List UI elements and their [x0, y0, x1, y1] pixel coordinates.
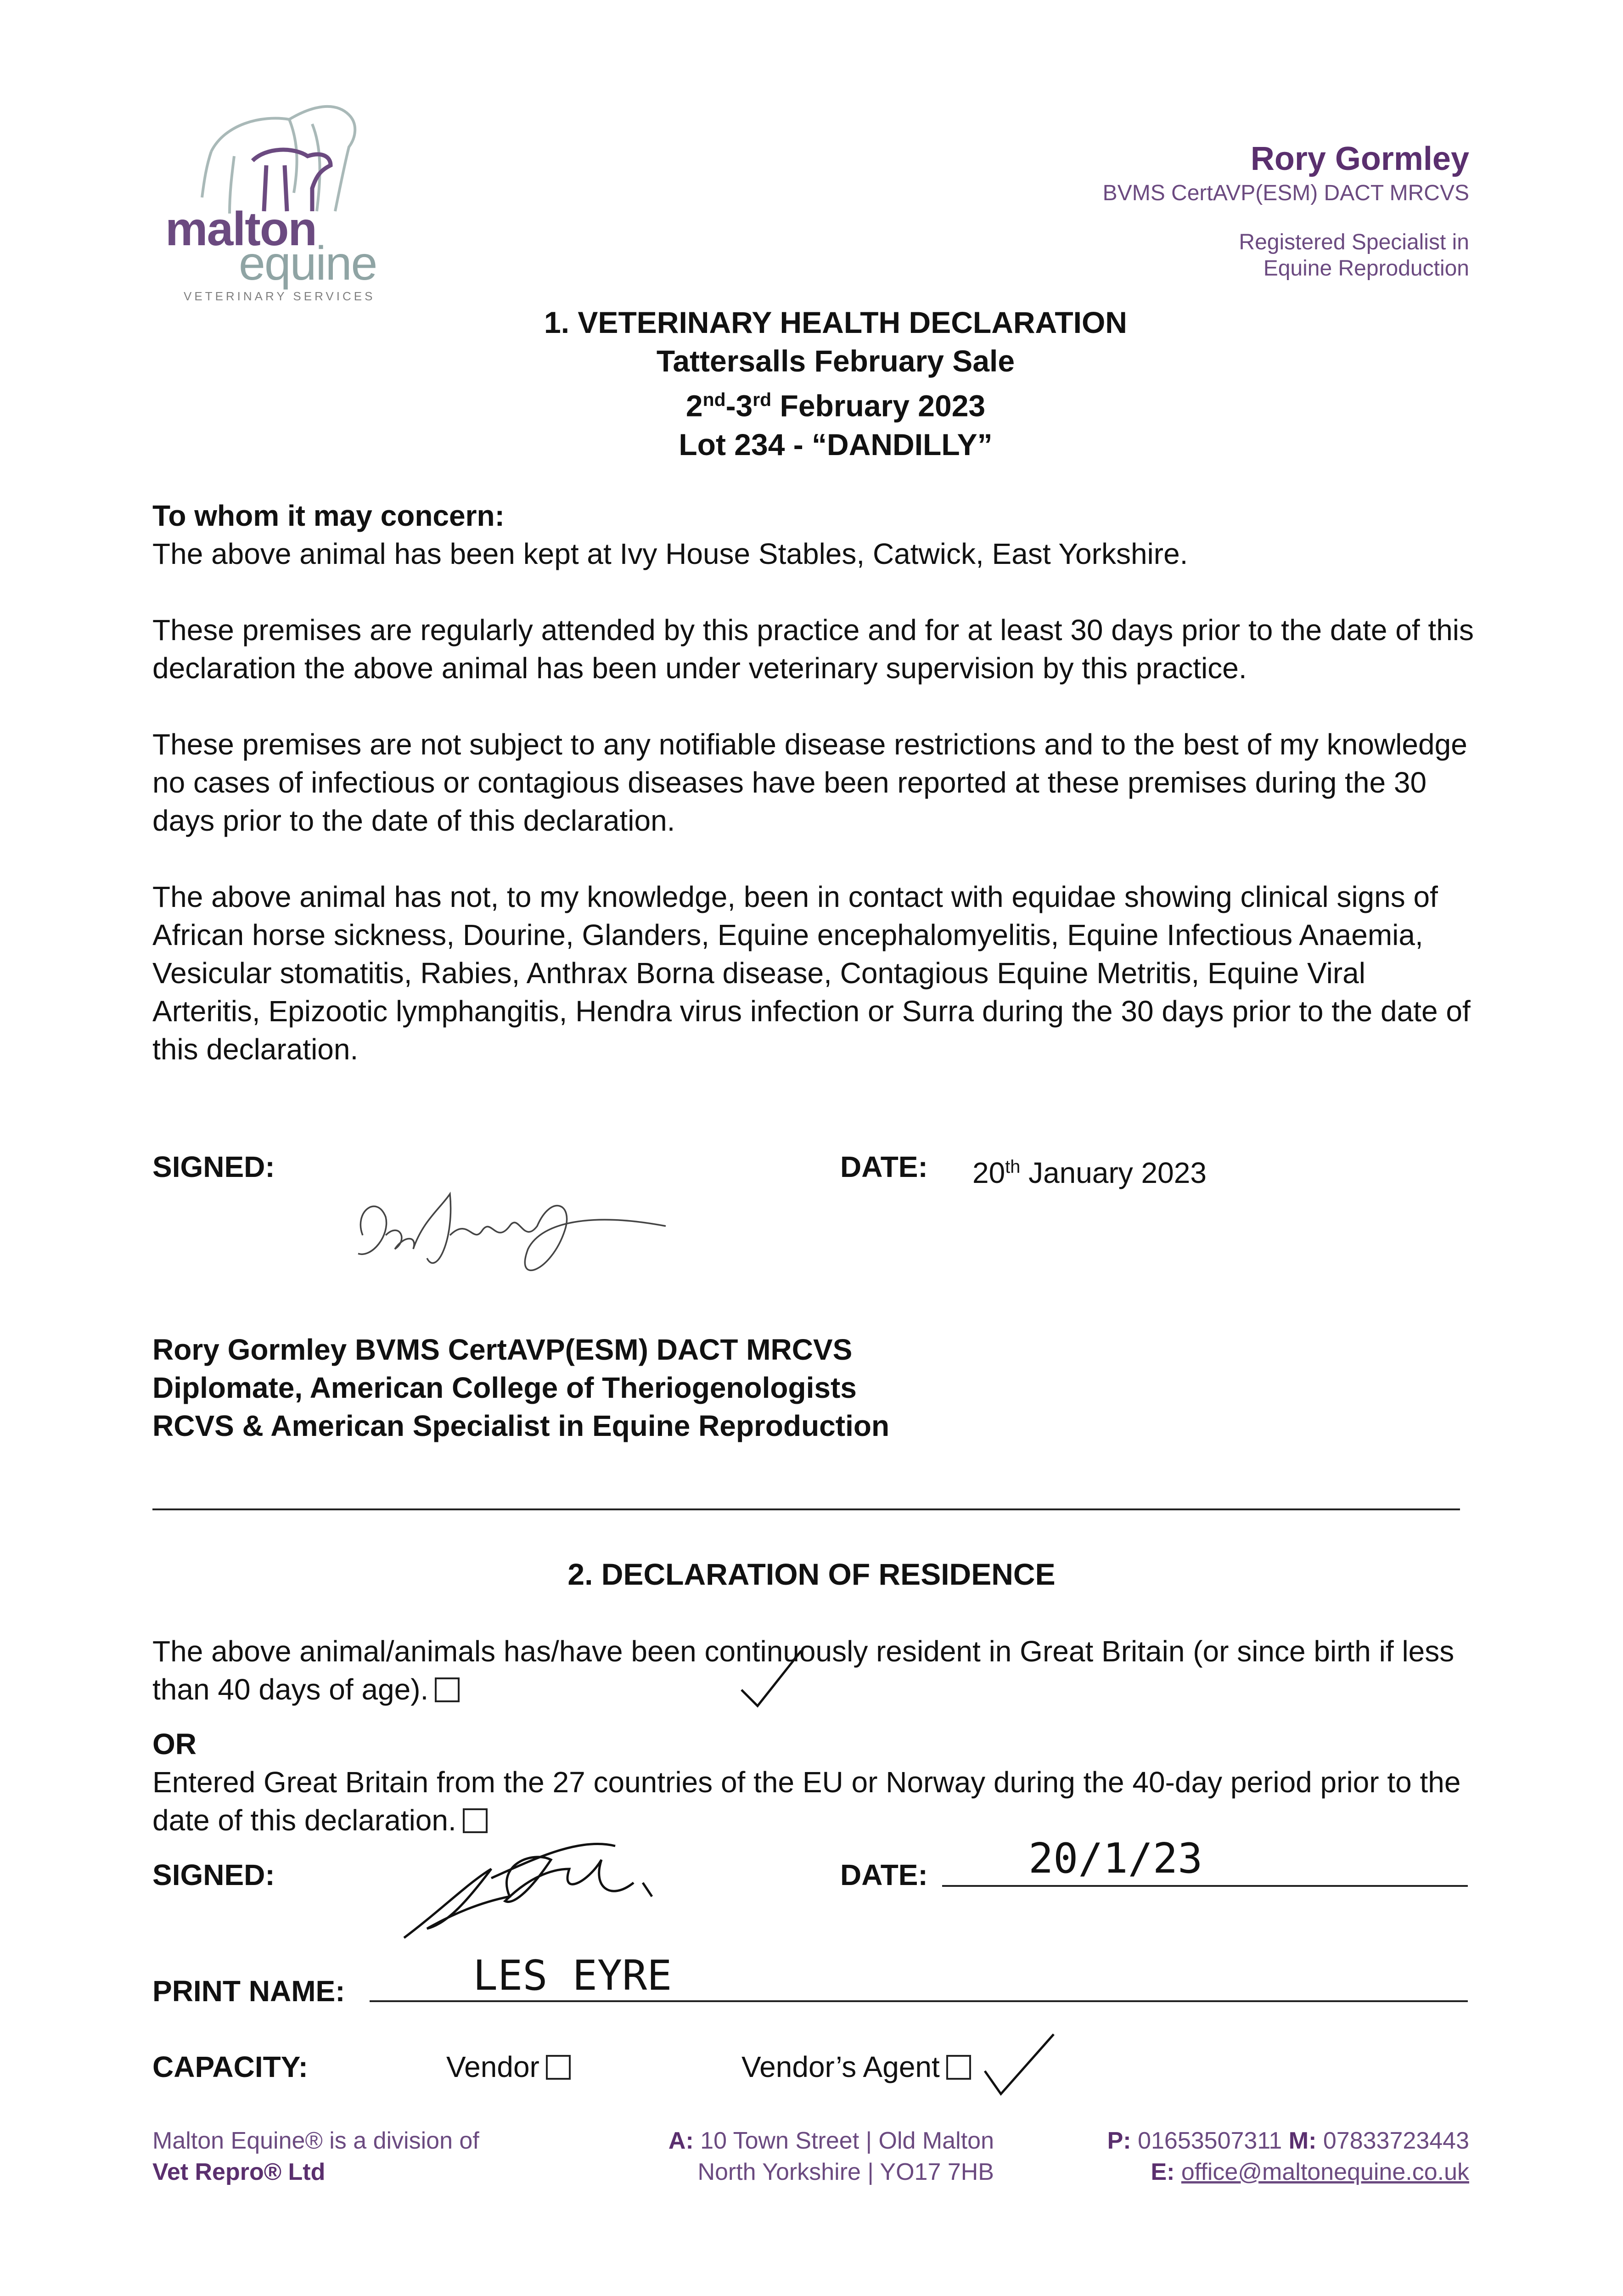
logo-subtitle: VETERINARY SERVICES	[184, 289, 376, 303]
print-name-label: PRINT NAME:	[152, 1975, 345, 2008]
vet-name: Rory Gormley	[1250, 141, 1469, 177]
vet-signature-icon	[335, 1166, 684, 1295]
logo	[165, 96, 404, 308]
footer-company	[152, 2125, 479, 2188]
paragraph-restrictions: These premises are not subject to any notifiable disease restrictions and to the best of my knowledge no cases of infectious or contagious diseases have been reported at these premises during the 30 days prior to the date of this declaration.	[152, 728, 1467, 837]
section2-date-value[interactable]: 20/1/23	[1028, 1835, 1203, 1883]
section1-date-label: DATE:	[840, 1150, 928, 1183]
date-underline	[942, 1885, 1468, 1887]
vendor-agent-check-icon	[978, 2030, 1056, 2099]
section1-signed-label: SIGNED:	[152, 1150, 275, 1183]
footer-company-line1: Malton Equine® is a division of	[152, 2127, 479, 2154]
paragraph-premises: The above animal has been kept at Ivy House Stables, Catwick, East Yorkshire.	[152, 537, 1188, 570]
section-divider	[152, 1508, 1460, 1510]
footer-email: E: office@maltonequine.co.uk	[1151, 2159, 1469, 2185]
section2-signed-label: SIGNED:	[152, 1858, 275, 1891]
section1-title-block	[0, 303, 1623, 464]
vet-credentials: BVMS CertAVP(ESM) DACT MRCVS	[1102, 181, 1469, 205]
sig-line-name: Rory Gormley BVMS CertAVP(ESM) DACT MRCVS	[152, 1333, 853, 1366]
capacity-label: CAPACITY:	[152, 2050, 308, 2083]
or-label: OR	[152, 1728, 197, 1761]
lot-title: Lot 234 - “DANDILLY”	[679, 427, 993, 461]
paragraph-supervision: These premises are regularly attended by this practice and for at least 30 days prior to the date of this declaration the above animal has been under veterinary supervision by this practice.	[152, 613, 1474, 685]
footer-address	[627, 2125, 994, 2188]
footer-address-line2: North Yorkshire | YO17 7HB	[697, 2159, 994, 2185]
section2-title: 2. DECLARATION OF RESIDENCE	[567, 1557, 1056, 1591]
print-name-value[interactable]: LES EYRE	[473, 1952, 672, 2000]
vendor-signature-icon	[395, 1832, 680, 1961]
footer-phones: P: 01653507311 M: 07833723443	[1107, 2127, 1469, 2154]
sig-line-specialist: RCVS & American Specialist in Equine Reproduction	[152, 1409, 890, 1442]
section1-body	[152, 497, 1475, 1069]
sale-dates: 2nd-3rd February 2023	[685, 388, 986, 423]
paragraph-contact: The above animal has not, to my knowledge, been in contact with equidae showing clinical signs of African horse sickness, Dourine, Glanders, Equine encephalomyelitis, Equine Infectious Anaemia, Vesicular stomatitis, Rabies, Anthrax Borna disease, Contagious Equine Metritis, Equine Viral Arteritis, Epizootic lymphangitis, Hendra virus infection or Surra during the 30 days prior to the date of this declaration.	[152, 880, 1471, 1066]
residence-option2: Entered Great Britain from the 27 countries of the EU or Norway during the 40-day period prior to the date of this declaration.	[152, 1766, 1461, 1837]
option1-check-icon	[735, 1644, 803, 1713]
email-link[interactable]: office@maltonequine.co.uk	[1181, 2159, 1469, 2185]
vet-signature-block	[152, 1331, 889, 1445]
footer-company-line2: Vet Repro® Ltd	[152, 2159, 326, 2185]
residence-option1: The above animal/animals has/have been continuously resident in Great Britain (or since birth if less than 40 days of age).	[152, 1635, 1455, 1706]
section1-title: 1. VETERINARY HEALTH DECLARATION	[544, 305, 1127, 339]
option1-checkbox[interactable]	[435, 1677, 460, 1702]
vendor-option: Vendor	[446, 2048, 571, 2086]
vet-specialist-line1: Registered Specialist in	[1239, 230, 1469, 254]
vendor-agent-option: Vendor’s Agent	[741, 2048, 971, 2086]
vet-header	[1103, 140, 1469, 281]
print-name-underline	[370, 2000, 1468, 2002]
logo-word-malton: malton	[165, 203, 316, 256]
sale-name: Tattersalls February Sale	[656, 344, 1015, 378]
vendor-checkbox[interactable]	[546, 2055, 571, 2080]
vendor-agent-checkbox[interactable]	[946, 2055, 971, 2080]
section2-date-label: DATE:	[840, 1858, 928, 1891]
footer-contact	[1107, 2125, 1469, 2188]
sig-line-diplomate: Diplomate, American College of Theriogenologists	[152, 1371, 857, 1404]
logo-word-equine: equine	[239, 237, 377, 290]
section1-date-value: 20th January 2023	[972, 1156, 1207, 1189]
footer-address-line1: A: 10 Town Street | Old Malton	[668, 2127, 994, 2154]
greeting: To whom it may concern:	[152, 499, 505, 532]
vet-specialist-line2: Equine Reproduction	[1263, 256, 1469, 281]
option2-checkbox[interactable]	[463, 1808, 488, 1833]
